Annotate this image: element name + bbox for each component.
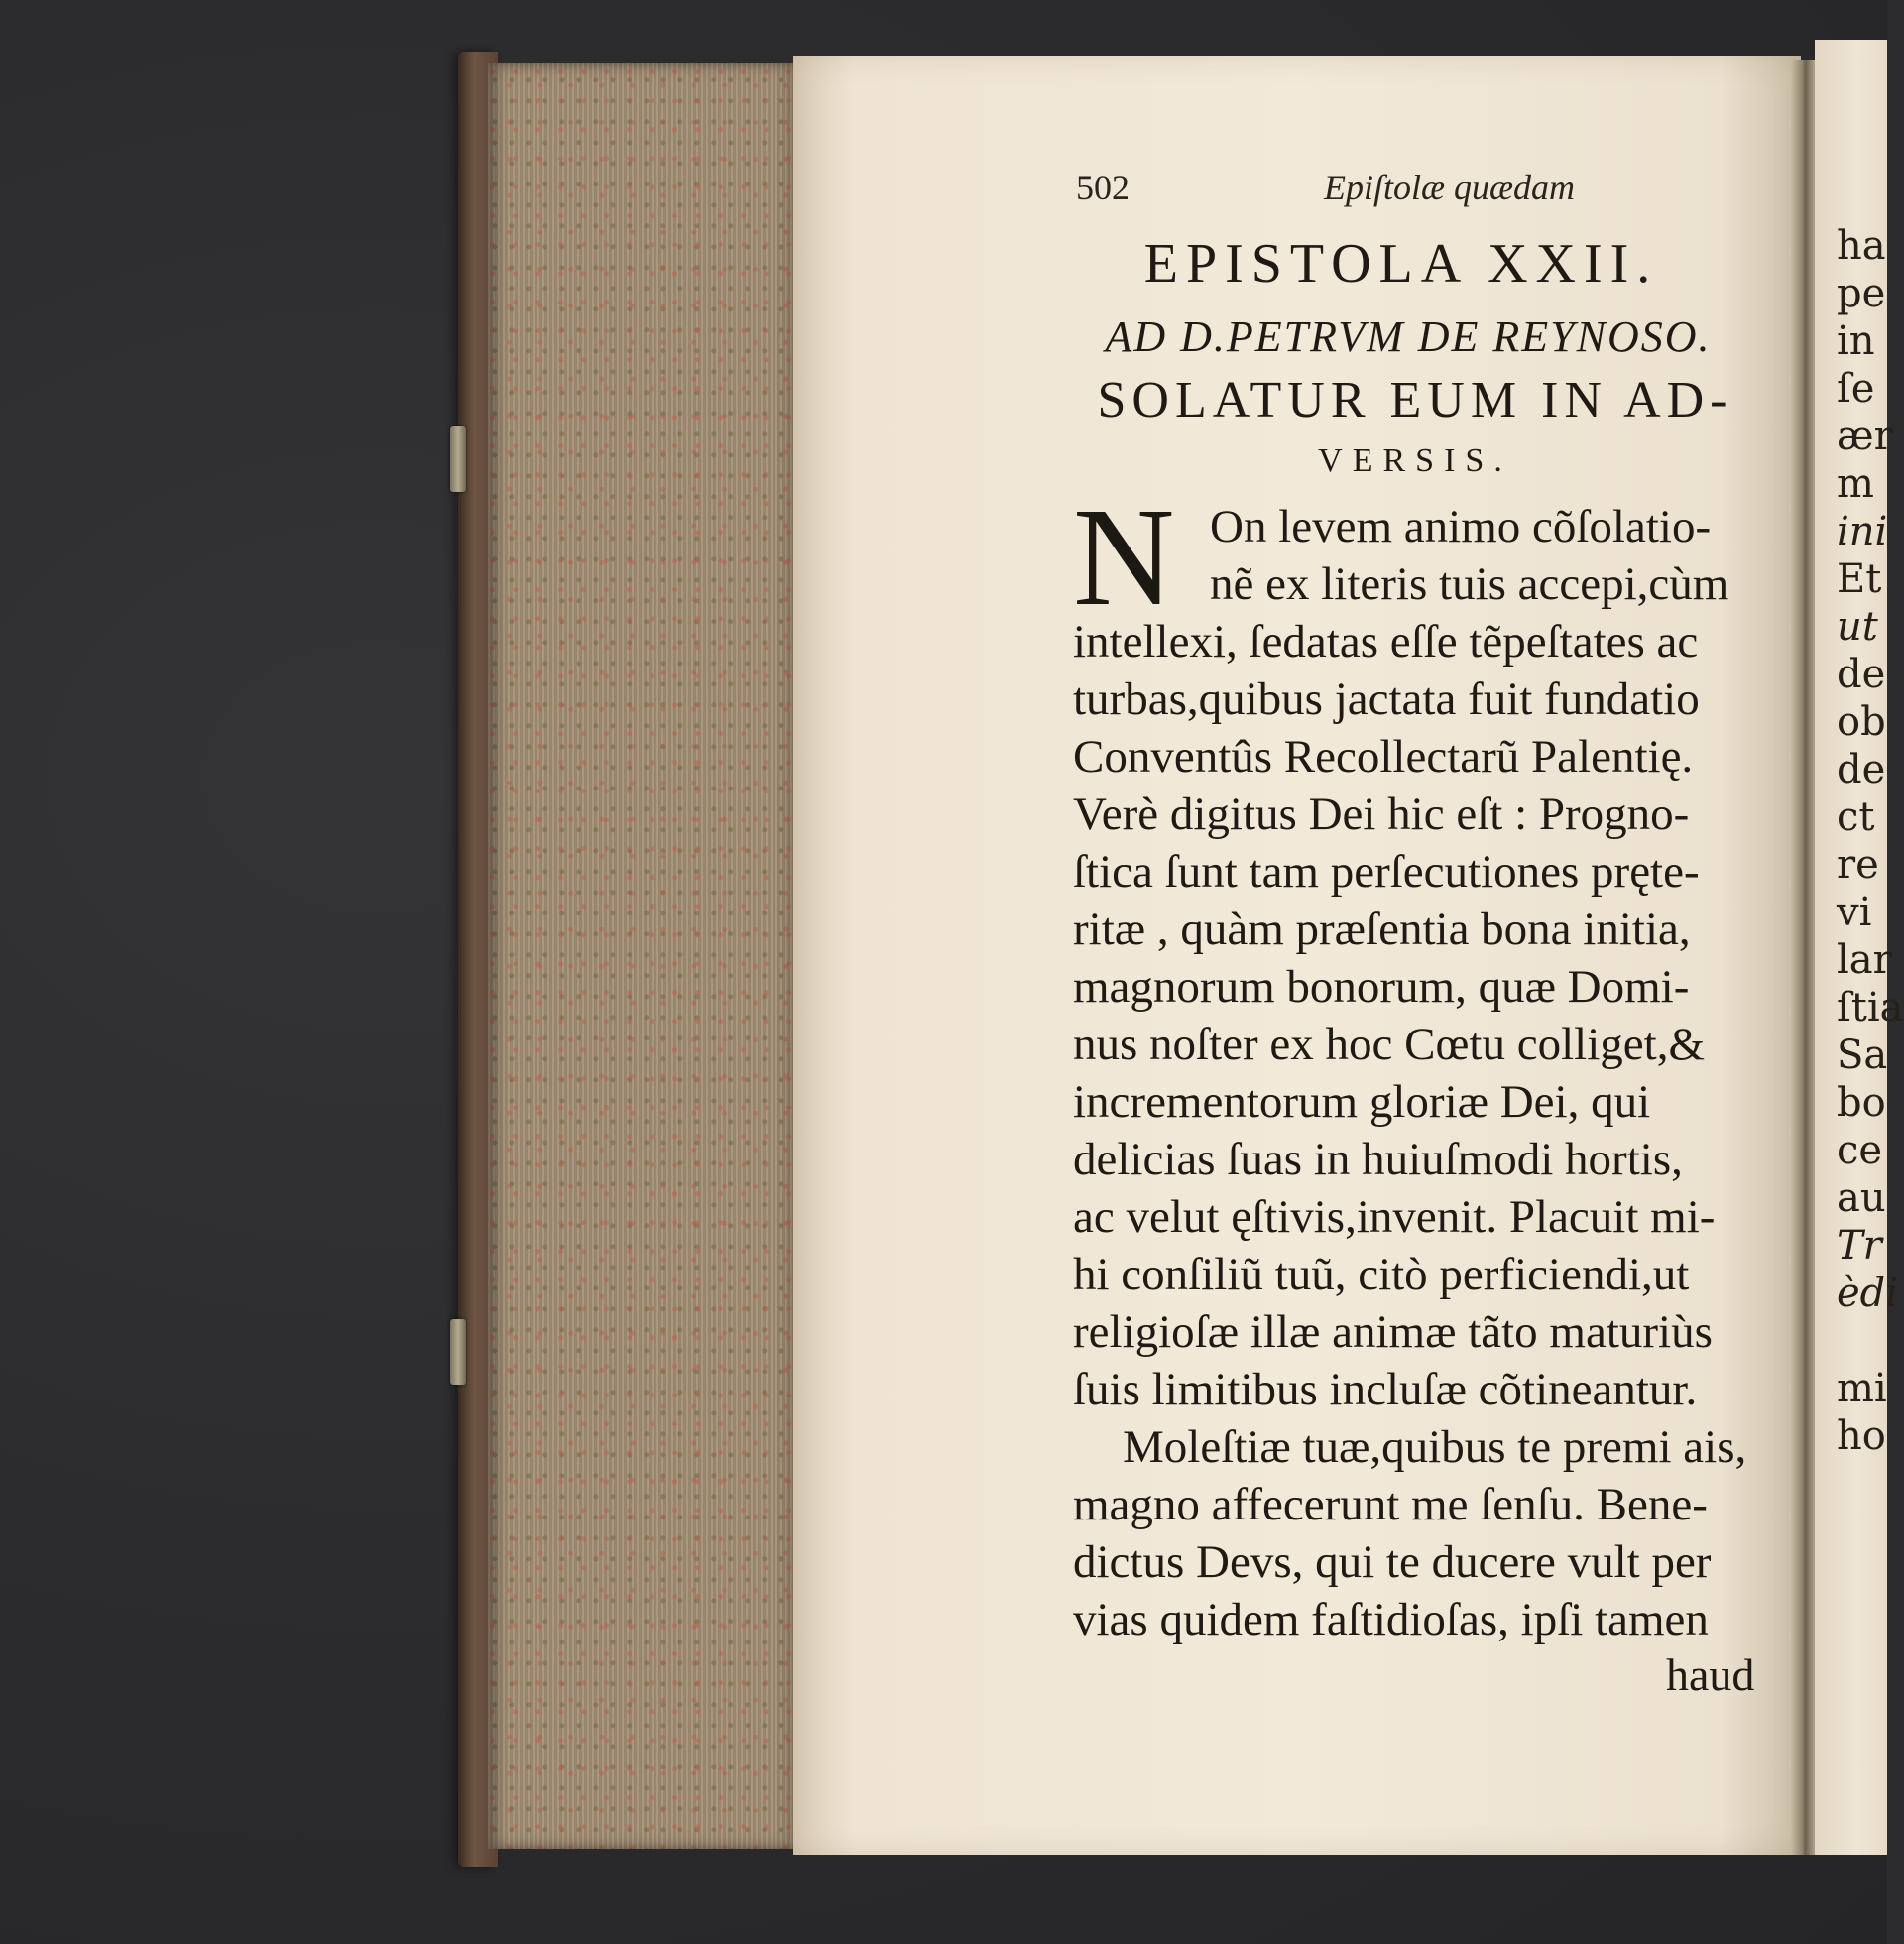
facing-fragment: in	[1837, 318, 1875, 364]
letter-summary-line-1: SOLATUR EUM IN AD-	[1097, 372, 1733, 428]
letter-title: EPISTOLA XXII.	[1143, 233, 1659, 295]
body-line: religioſæ illæ animæ tãto maturiùs	[1073, 1306, 1713, 1358]
facing-fragment: Tr	[1837, 1223, 1882, 1269]
catchword: haud	[1666, 1649, 1755, 1700]
body-line: nẽ ex literis tuis accepi,cùm	[1210, 558, 1729, 610]
facing-fragment: bo	[1837, 1080, 1886, 1126]
body-line: ſuis limitibus incluſæ cõtineantur.	[1073, 1364, 1698, 1415]
clasp-bottom	[450, 1319, 466, 1385]
facing-fragment: ha	[1837, 223, 1886, 269]
facing-fragment: mi	[1837, 1366, 1887, 1411]
facing-fragment: pe	[1837, 271, 1886, 316]
clasp-top	[450, 426, 466, 492]
facing-page	[1815, 40, 1904, 1855]
body-line: delicias ſuas in huiuſmodi hortis,	[1073, 1134, 1683, 1185]
body-line: dictus Devs, qui te ducere vult per	[1073, 1536, 1712, 1588]
letter-addressee: AD D.PETRVM DE REYNOSO.	[1105, 312, 1712, 361]
body-line: magnorum bonorum, quæ Domi-	[1073, 961, 1690, 1013]
facing-fragment: ut	[1837, 604, 1878, 650]
body-line: hi conſiliũ tuũ, citò perficiendi,ut	[1073, 1249, 1690, 1300]
page-number: 502	[1076, 168, 1130, 207]
running-head-title: Epiſtolæ quædam	[1324, 168, 1576, 207]
drop-cap: N	[1073, 478, 1175, 635]
book-gutter	[1791, 60, 1817, 1855]
running-head	[1076, 167, 1750, 214]
facing-fragment: ce	[1837, 1128, 1883, 1173]
body-line: magno affecerunt me ſenſu. Bene-	[1073, 1479, 1708, 1530]
body-line: ritæ , quàm præſentia bona initia,	[1073, 904, 1691, 955]
facing-fragment: de	[1837, 652, 1886, 697]
facing-fragment: vi	[1837, 890, 1872, 935]
facing-fragment: ini	[1837, 509, 1888, 554]
facing-fragment: ct	[1837, 794, 1875, 840]
facing-fragment: èdi	[1837, 1271, 1899, 1316]
facing-fragment: ho	[1837, 1413, 1886, 1459]
facing-fragment: m	[1837, 461, 1874, 507]
facing-fragment: Sa	[1837, 1033, 1888, 1078]
facing-fragment: ær	[1837, 414, 1893, 459]
letter-summary-line-2: VERSIS.	[1318, 442, 1512, 479]
body-line: ac velut ęſtivis,invenit. Placuit mi-	[1073, 1191, 1716, 1243]
body-line: Conventûs Recollectarũ Palentię.	[1073, 731, 1694, 783]
body-line: incrementorum gloriæ Dei, qui	[1073, 1076, 1651, 1128]
facing-fragment: re	[1837, 842, 1879, 888]
body-line: vias quidem faſtidioſas, ipſi tamen	[1073, 1594, 1709, 1645]
facing-fragment: Et	[1837, 556, 1882, 602]
facing-fragment: lar	[1837, 937, 1892, 983]
body-line: Moleſtiæ tuæ,quibus te premi ais,	[1123, 1421, 1747, 1473]
facing-fragment: ſe	[1837, 366, 1875, 412]
body-line: ſtica ſunt tam perſecutiones pręte-	[1073, 846, 1700, 898]
facing-fragment: ſtia	[1837, 985, 1904, 1031]
body-line: On levem animo cõſolatio-	[1210, 501, 1712, 552]
facing-fragment: de	[1837, 747, 1886, 792]
body-line: Verè digitus Dei hic eſt : Progno-	[1073, 789, 1690, 840]
body-line: nus noſter ex hoc Cœtu colliget,&	[1073, 1019, 1706, 1070]
facing-fragment: au	[1837, 1175, 1886, 1221]
body-line: turbas,quibus jactata fuit fundatio	[1073, 673, 1700, 725]
body-line: intellexi, ſedatas eſſe tẽpeſtates ac	[1073, 616, 1699, 668]
facing-fragment: ob	[1837, 699, 1886, 745]
page-fore-edge	[488, 63, 801, 1849]
